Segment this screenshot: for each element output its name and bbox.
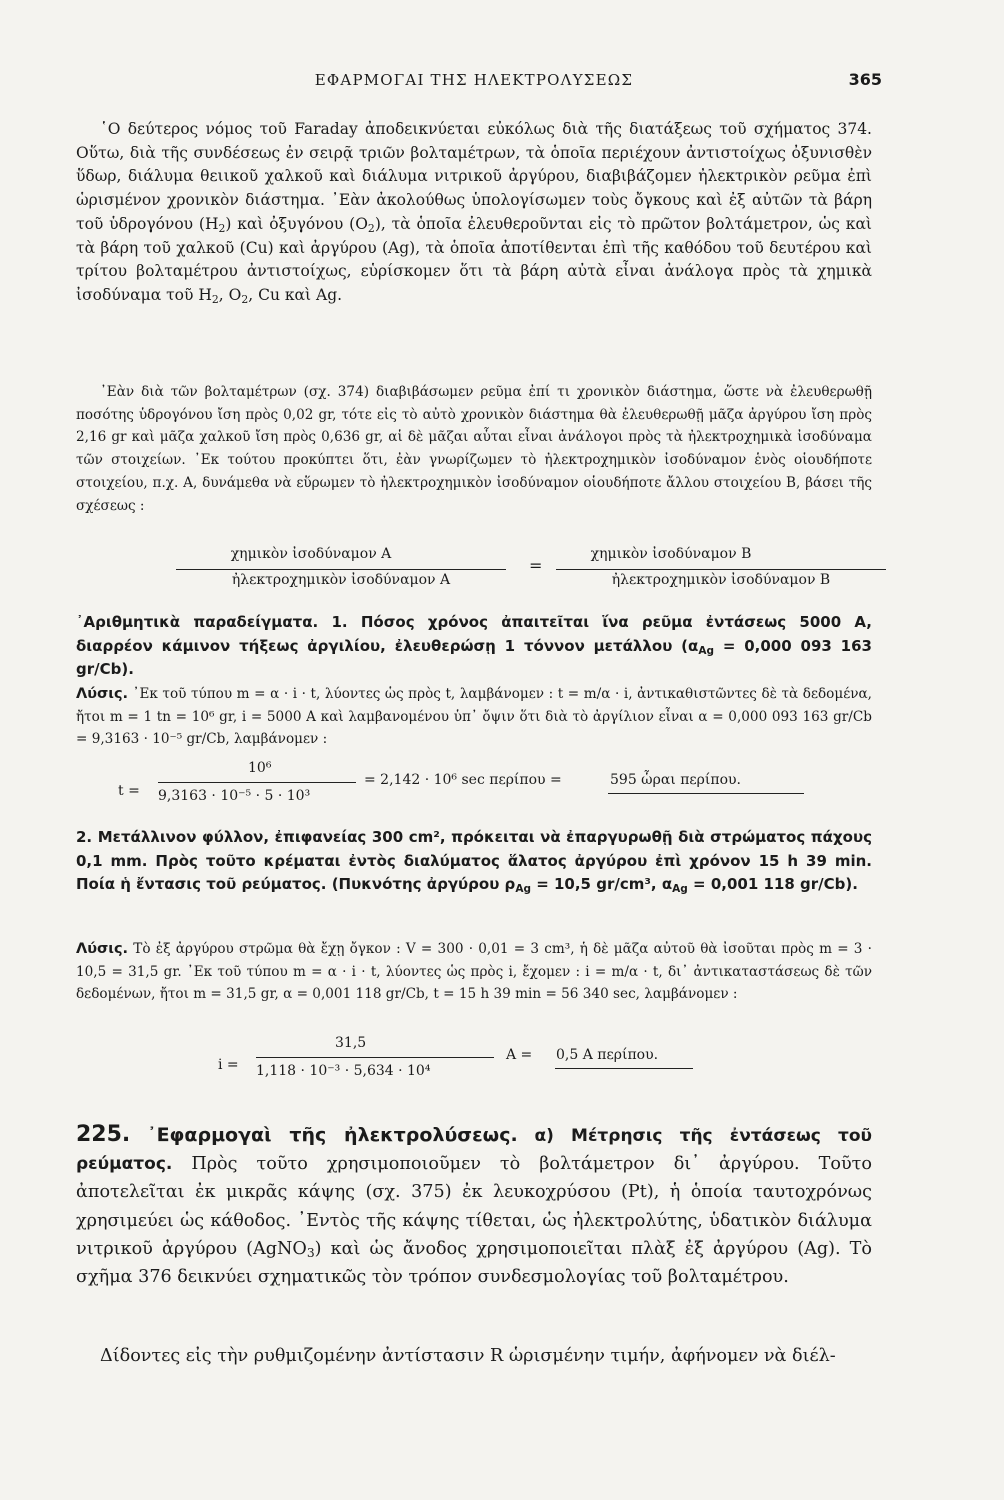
section-number: 225. [76, 1122, 131, 1147]
answer-current: 0,5 A περίπου. [556, 1047, 659, 1063]
equivalence-relation [76, 546, 872, 592]
numerator-b: χημικὸν ἰσοδύναμον B [590, 546, 752, 562]
header-title: ΕΦΑΡΜΟΓΑΙ ΤΗΣ ΗΛΕΚΤΡΟΛΥΣΕΩΣ [314, 71, 634, 89]
formula-current-line [256, 1057, 494, 1058]
fraction-line-a [176, 569, 506, 570]
fraction-line-b [556, 569, 886, 570]
answer-current-underline [555, 1068, 693, 1069]
section-225: 225. ᾿Εφαρμογαὶ τῆς ἠλεκτρολύσεως. α) Μέτρησις τῆς ἐντάσεως τοῦ ρεύματος. Πρὸς τοῦτο χρησιμοποιοῦμεν τὸ βολτάμετρον δι᾿ ἀργύρου. Τοῦτο ἀποτελεῖται ἐκ μικρᾶς κάψης (σχ. 375) ἐκ λευκοχρύσου (Pt), ἡ ὁποία ταυτοχρόνως χρησιμεύει ὡς κάθοδος. ᾿Εντὸς τῆς κάψης τίθεται, ὡς ἠλεκτρολύτης, ὑδατικὸν διάλυμα νιτρικοῦ ἀργύρου (AgNO$_3$) καὶ ὡς ἄνοδος χρησιμοποιεῖται πλὰξ ἐξ ἀργύρου (Ag). Τὸ σχῆμα 376 δεικνύει σχηματικῶς τὸν τρόπον συνδεσμολογίας τοῦ βολταμέτρου. [76, 1122, 873, 1288]
page-number: 365 [848, 70, 882, 89]
equals-sign: = [529, 556, 543, 575]
answer-time-underline [608, 793, 804, 794]
denominator-a: ἠλεκτροχημικὸν ἰσοδύναμον A [231, 572, 451, 588]
section-subtitle: α) Μέτρησις τῆς ἐντάσεως τοῦ ρεύματος. [76, 1126, 873, 1175]
denominator-b: ἠλεκτροχημικὸν ἰσοδύναμον B [611, 572, 831, 588]
formula-time-line [158, 782, 356, 783]
solution-label: Λύσις. [76, 686, 129, 702]
running-header [76, 68, 882, 94]
solution-label: Λύσις. [76, 941, 129, 957]
paragraph-faraday-second-law: ῾Ο δεύτερος νόμος τοῦ Faraday ἀποδεικνύεται εὐκόλως διὰ τῆς διατάξεως τοῦ σχήματος 374. Οὕτω, διὰ τῆς συνδέσεως ἐν σειρᾷ τριῶν βολταμέτρων, τὰ ὁποῖα περιέχουν ἀντιστοίχως ὀξυνισθὲν ὕδωρ, διάλυμα θειικοῦ χαλκοῦ καὶ διάλυμα νιτρικοῦ ἀργύρου, διαβιβάζομεν ἠλεκτρικὸν ρεῦμα ἐπὶ ὡρισμένον χρονικὸν διάστημα. ᾿Εὰν ἀκολούθως ὑπολογίσωμεν τοὺς ὄγκους καὶ ἐξ αὐτῶν τὰ βάρη τοῦ ὑδρογόνου $(H_2)$ καὶ ὀξυγόνου $(O_2)$, τὰ ὁποῖα ἐλευθεροῦνται εἰς τὸ πρῶτον βολτάμετρον, ὡς καὶ τὰ βάρη τοῦ χαλκοῦ (Cu) καὶ ἀργύρου (Ag), τὰ ὁποῖα ἀποτίθενται ἐπὶ τῆς καθόδου τοῦ δευτέρου καὶ τρίτου βολταμέτρου ἀντιστοίχως, εὑρίσκομεν ὅτι τὰ βάρη αὐτὰ εἶναι ἀνάλογα πρὸς τὰ χημικὰ ἰσοδύναμα τοῦ $H_2$, $O_2$, Cu καὶ Ag. [76, 120, 873, 306]
example-2-solution: Λύσις. Τὸ ἐξ ἀργύρου στρῶμα θὰ ἔχῃ ὄγκον : V = 300 · 0,01 = 3 cm³, ἡ δὲ μᾶζα αὐτοῦ θὰ ἰσοῦται πρὸς m = 3 · 10,5 = 31,5 gr. ᾿Εκ τοῦ τύπου m = α · i · t, λύοντες ὡς πρὸς i, ἔχομεν : i = m/α · t, δι᾿ ἀντικαταστάσεως δὲ τῶν δεδομένων, ἤτοι m = 31,5 gr, α = 0,001 118 gr/Cb, t = 15 h 39 min = 56 340 sec, λαμβάνομεν : [76, 941, 873, 1002]
formula-current: i = 31,5 1,118 · 10⁻³ · 5,634 · 10⁴ A = 0,5 A περίπου. [200, 1041, 720, 1091]
numerator-a: χημικὸν ἰσοδύναμον A [230, 546, 392, 562]
example-2-question: 2. Μετάλλινον φύλλον, ἐπιφανείας 300 cm², πρόκειται νὰ ἐπαργυρωθῇ διὰ στρώματος πάχους 0,1 mm. Πρὸς τοῦτο κρέμαται ἐντὸς διαλύματος ἅλατος ἀργύρου ἐπὶ χρόνον 15 h 39 min. Ποία ἡ ἔντασις τοῦ ρεύματος. (Πυκνότης ἀργύρου $\rho_{Ag} = 10,5$ gr/cm³, $\alpha_{Ag} = 0,001$ 118 gr/Cb). [76, 828, 872, 895]
paragraph-equivalents: ᾿Εὰν διὰ τῶν βολταμέτρων (σχ. 374) διαβιβάσωμεν ρεῦμα ἐπί τι χρονικὸν διάστημα, ὥστε νὰ ἐλευθερωθῇ ποσότης ὑδρογόνου ἴση πρὸς 0,02 gr, τότε εἰς τὸ αὐτὸ χρονικὸν διάστημα θὰ ἐλευθερωθῇ μᾶζα ἀργύρου ἴση πρὸς 2,16 gr καὶ μᾶζα χαλκοῦ ἴση πρὸς 0,636 gr, αἱ δὲ μᾶζαι αὗται εἶναι ἀνάλογοι πρὸς τὰ ἠλεκτροχημικὰ ἰσοδύναμα τῶν στοιχείων. ᾿Εκ τούτου προκύπτει ὅτι, ἐὰν γνωρίζωμεν τὸ ἠλεκτροχημικὸν ἰσοδύναμον ἑνὸς οἱουδήποτε στοιχείου, π.χ. A, δυνάμεθα νὰ εὕρωμεν τὸ ἠλεκτροχημικὸν ἰσοδύναμον οἱουδήποτε ἄλλου στοιχείου B, βάσει τῆς σχέσεως : [76, 384, 872, 514]
examples-heading: ᾿Αριθμητικὰ παραδείγματα. [76, 613, 319, 631]
answer-time: 595 ὧραι περίπου. [610, 772, 741, 788]
paragraph-resistance: Δίδοντες εἰς τὴν ρυθμιζομένην ἀντίστασιν R ὡρισμένην τιμήν, ἀφήνομεν νὰ διέλ- [100, 1346, 836, 1366]
example-1-question: ᾿Αριθμητικὰ παραδείγματα. 1. Πόσος χρόνος ἀπαιτεῖται ἵνα ρεῦμα ἐντάσεως 5000 A, διαρρέον κάμινον τήξεως ἀργιλίου, ἐλευθερώσῃ 1 τόννον μετάλλου ($\alpha_{Ag} = 0,000$ 093 163 gr/Cb). [76, 613, 872, 678]
formula-time: t = 10⁶ 9,3163 · 10⁻⁵ · 5 · 10³ = 2,142 · 10⁶ sec περίπου = 595 ὧραι περίπου. [100, 768, 820, 818]
section-title: ᾿Εφαρμογαὶ τῆς ἠλεκτρολύσεως. [147, 1124, 518, 1146]
example-1-solution: Λύσις. ᾿Εκ τοῦ τύπου m = α · i · t, λύοντες ὡς πρὸς t, λαμβάνομεν : t = m/α · i, ἀντικαθιστῶντες δὲ τὰ δεδομένα, ἤτοι m = 1 tn = 10⁶ gr, i = 5000 A καὶ λαμβανομένου ὑπ᾿ ὄψιν ὅτι διὰ τὸ ἀργίλιον εἶναι α = 0,000 093 163 gr/Cb = 9,3163 · 10⁻⁵ gr/Cb, λαμβάνομεν : [76, 686, 872, 747]
